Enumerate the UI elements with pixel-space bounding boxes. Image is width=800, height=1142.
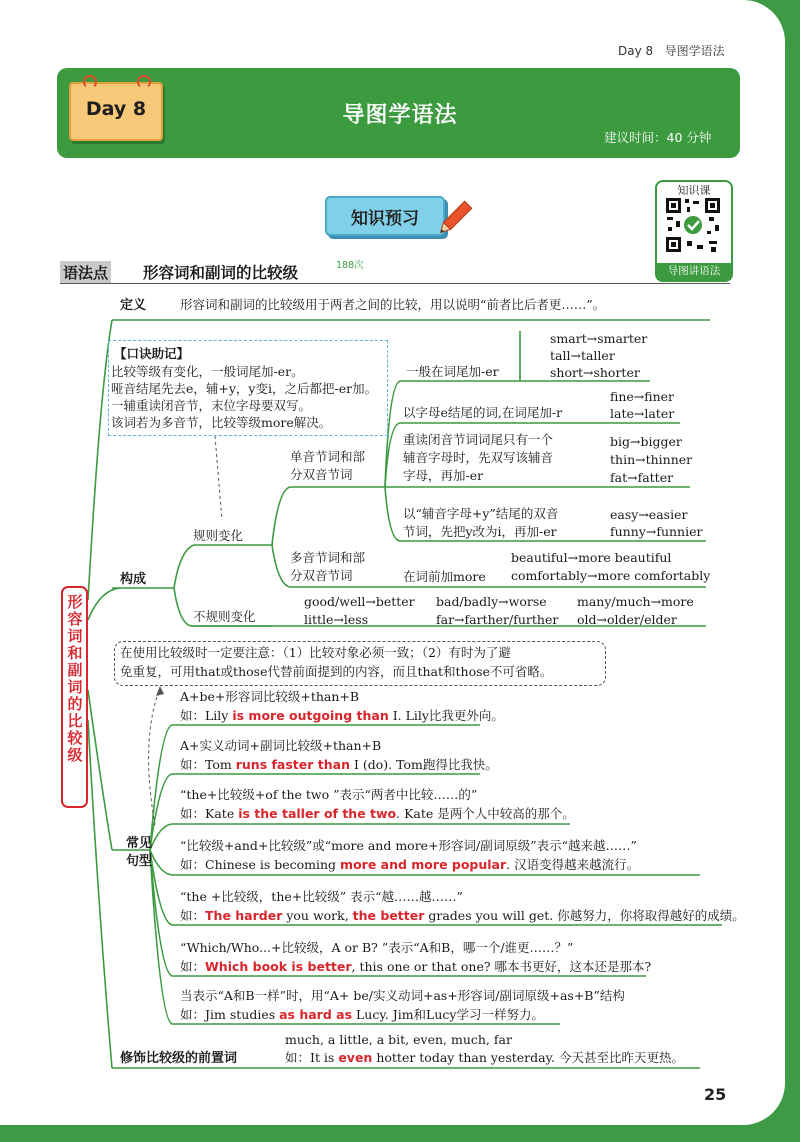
qr-title: 知识课: [677, 184, 711, 197]
definition-label: 定义: [120, 298, 147, 313]
example-text: 如：: [180, 959, 206, 974]
preview-label: 知识预习: [351, 209, 419, 229]
rule-y-ending: 节词，先把y改为i，再加-er: [403, 524, 557, 539]
example-text: I (do). Tom跑得比我快。: [349, 757, 498, 772]
highlight: as hard as: [279, 1007, 353, 1022]
example-word: thin→thinner: [610, 452, 693, 467]
rule-e-ending: 以字母e结尾的词,在词尾加-r: [403, 405, 563, 420]
grammar-point-title: 形容词和副词的比较级: [143, 264, 299, 282]
example-word: comfortably→more comfortably: [511, 568, 711, 583]
multi-syllable-label: 多音节词和部: [290, 550, 366, 565]
multi-syllable-label: 分双音节词: [290, 568, 353, 583]
irregular-example: many/much→more: [577, 594, 694, 609]
header-section: 导图学语法: [664, 44, 725, 58]
regular-change-label: 规则变化: [193, 528, 244, 543]
example-text: , this one or that one? 哪本书更好，这本还是那本?: [351, 959, 652, 974]
example-word: fine→finer: [610, 389, 675, 404]
modifier-label: 修饰比较级的前置词: [120, 1051, 238, 1066]
example-word: big→bigger: [610, 434, 682, 449]
example-text: 如：Kate: [180, 806, 239, 821]
modifier-example: [285, 1050, 684, 1066]
example-text: grades you will get. 你越努力，你将取得越好的成绩。: [424, 908, 745, 923]
pattern-label: 句型: [126, 854, 153, 869]
mnemonic-title: 【口诀助记】: [114, 346, 190, 361]
example-text: 如：Tom: [180, 757, 236, 772]
highlight: even: [338, 1050, 373, 1065]
pattern-formula: “Which/Who...+比较级，A or B? ”表示“A和B，哪一个/谁更……？”: [180, 940, 574, 955]
example-word: fat→fatter: [610, 470, 674, 485]
suggested-time: 建议时间：40 分钟: [604, 130, 712, 145]
irregular-example: old→older/elder: [577, 612, 677, 627]
pattern-example: [180, 857, 639, 873]
example-word: tall→taller: [550, 348, 615, 363]
pattern-formula: “the +比较级，the+比较级” 表示“越……越……”: [180, 889, 463, 904]
rule-general: 一般在词尾加-er: [406, 364, 499, 379]
highlight: is more outgoing than: [232, 708, 389, 723]
example-text: 如：Lily: [180, 708, 233, 723]
single-syllable-label: 分双音节词: [290, 467, 353, 482]
mnemonic-line: 一辅重读闭音节，末位字母要双写。: [111, 398, 312, 413]
pattern-formula: “the+比较级+of the two ”表示“两者中比较……的”: [180, 787, 478, 802]
day-label: Day 8: [85, 98, 147, 120]
header-day: Day 8: [618, 44, 654, 58]
frequency-count: 188次: [336, 260, 364, 271]
grammar-point-label: 语法点: [60, 261, 111, 284]
example-text: I. Lily比我更外向。: [388, 708, 504, 723]
single-syllable-label: 单音节词和部: [290, 449, 366, 464]
rule-double-consonant: 字母，再加-er: [403, 468, 484, 483]
example-word: easy→easier: [610, 507, 688, 522]
mnemonic-line: 该词若为多音节，比较等级more解决。: [111, 415, 332, 430]
pattern-example: [180, 959, 651, 975]
example-word: funny→funnier: [610, 524, 703, 539]
example-word: late→later: [610, 406, 675, 421]
rule-double-consonant: 辅音字母时，先双写该辅音: [403, 450, 554, 465]
pattern-example: [180, 806, 575, 822]
pattern-example: [180, 757, 498, 773]
pattern-label: 常见: [126, 836, 153, 851]
highlight: the better: [352, 908, 425, 923]
note-line: 在使用比较级时一定要注意：（1）比较对象必须一致；（2）有时为了避: [120, 645, 511, 660]
pattern-example: [180, 1007, 544, 1023]
modifier-words: much, a little, a bit, even, much, far: [285, 1032, 512, 1047]
example-word: smart→smarter: [550, 331, 648, 346]
page-number: 25: [704, 1085, 727, 1104]
irregular-change-label: 不规则变化: [193, 609, 256, 624]
mnemonic-line: 比较等级有变化，一般词尾加-er。: [111, 364, 304, 379]
example-word: short→shorter: [550, 365, 640, 380]
qr-caption: 导图讲语法: [657, 263, 731, 280]
example-text: 如：: [180, 908, 206, 923]
example-text: 如：Jim studies: [180, 1007, 280, 1022]
rule-more: 在词前加more: [403, 569, 486, 584]
pattern-formula: 当表示“A和B一样”时，用“A+ be/实义动词+as+形容词/副词原级+as+B”结构: [180, 988, 625, 1003]
note-line: 免重复，可用that或those代替前面提到的内容，而且that和those不可省略。: [120, 664, 553, 679]
pattern-example: [180, 708, 504, 724]
example-text: hotter today than yesterday. 今天甚至比昨天更热。: [372, 1050, 684, 1065]
highlight: runs faster than: [235, 757, 350, 772]
highlight: Which book is better: [205, 959, 352, 974]
page-title: 导图学语法: [342, 103, 458, 128]
pattern-formula: A+实义动词+副词比较级+than+B: [180, 738, 382, 753]
example-text: 如：It is: [285, 1050, 339, 1065]
irregular-example: bad/badly→worse: [436, 594, 547, 609]
topic-side-label: [61, 586, 88, 808]
definition-text: 形容词和副词的比较级用于两者之间的比较，用以说明“前者比后者更……”。: [180, 297, 606, 312]
highlight: more and more popular: [340, 857, 507, 872]
rule-double-consonant: 重读闭音节词词尾只有一个: [403, 432, 554, 447]
pattern-formula: A+be+形容词比较级+than+B: [180, 689, 360, 704]
formation-label: 构成: [120, 572, 147, 587]
example-text: you work,: [282, 908, 353, 923]
rule-y-ending: 以“辅音字母+y”结尾的双音: [403, 506, 559, 521]
irregular-example: good/well→better: [304, 594, 415, 609]
example-text: . 汉语变得越来越流行。: [506, 857, 640, 872]
side-title: 形容词和副词的比较级: [65, 594, 84, 764]
irregular-example: far→farther/further: [436, 612, 559, 627]
irregular-example: little→less: [304, 612, 369, 627]
example-text: 如：Chinese is becoming: [180, 857, 341, 872]
mnemonic-line: 哑音结尾先去e，辅+y，y变i，之后都把-er加。: [111, 381, 378, 396]
pattern-example: [180, 908, 745, 924]
example-word: beautiful→more beautiful: [511, 550, 672, 565]
pattern-formula: “比较级+and+比较级”或“more and more+形容词/副词原级”表示“越来越……”: [180, 838, 637, 853]
example-text: . Kate 是两个人中较高的那个。: [396, 806, 575, 821]
highlight: is the taller of the two: [238, 806, 397, 821]
example-text: Lucy. Jim和Lucy学习一样努力。: [352, 1007, 544, 1022]
highlight: The harder: [205, 908, 283, 923]
